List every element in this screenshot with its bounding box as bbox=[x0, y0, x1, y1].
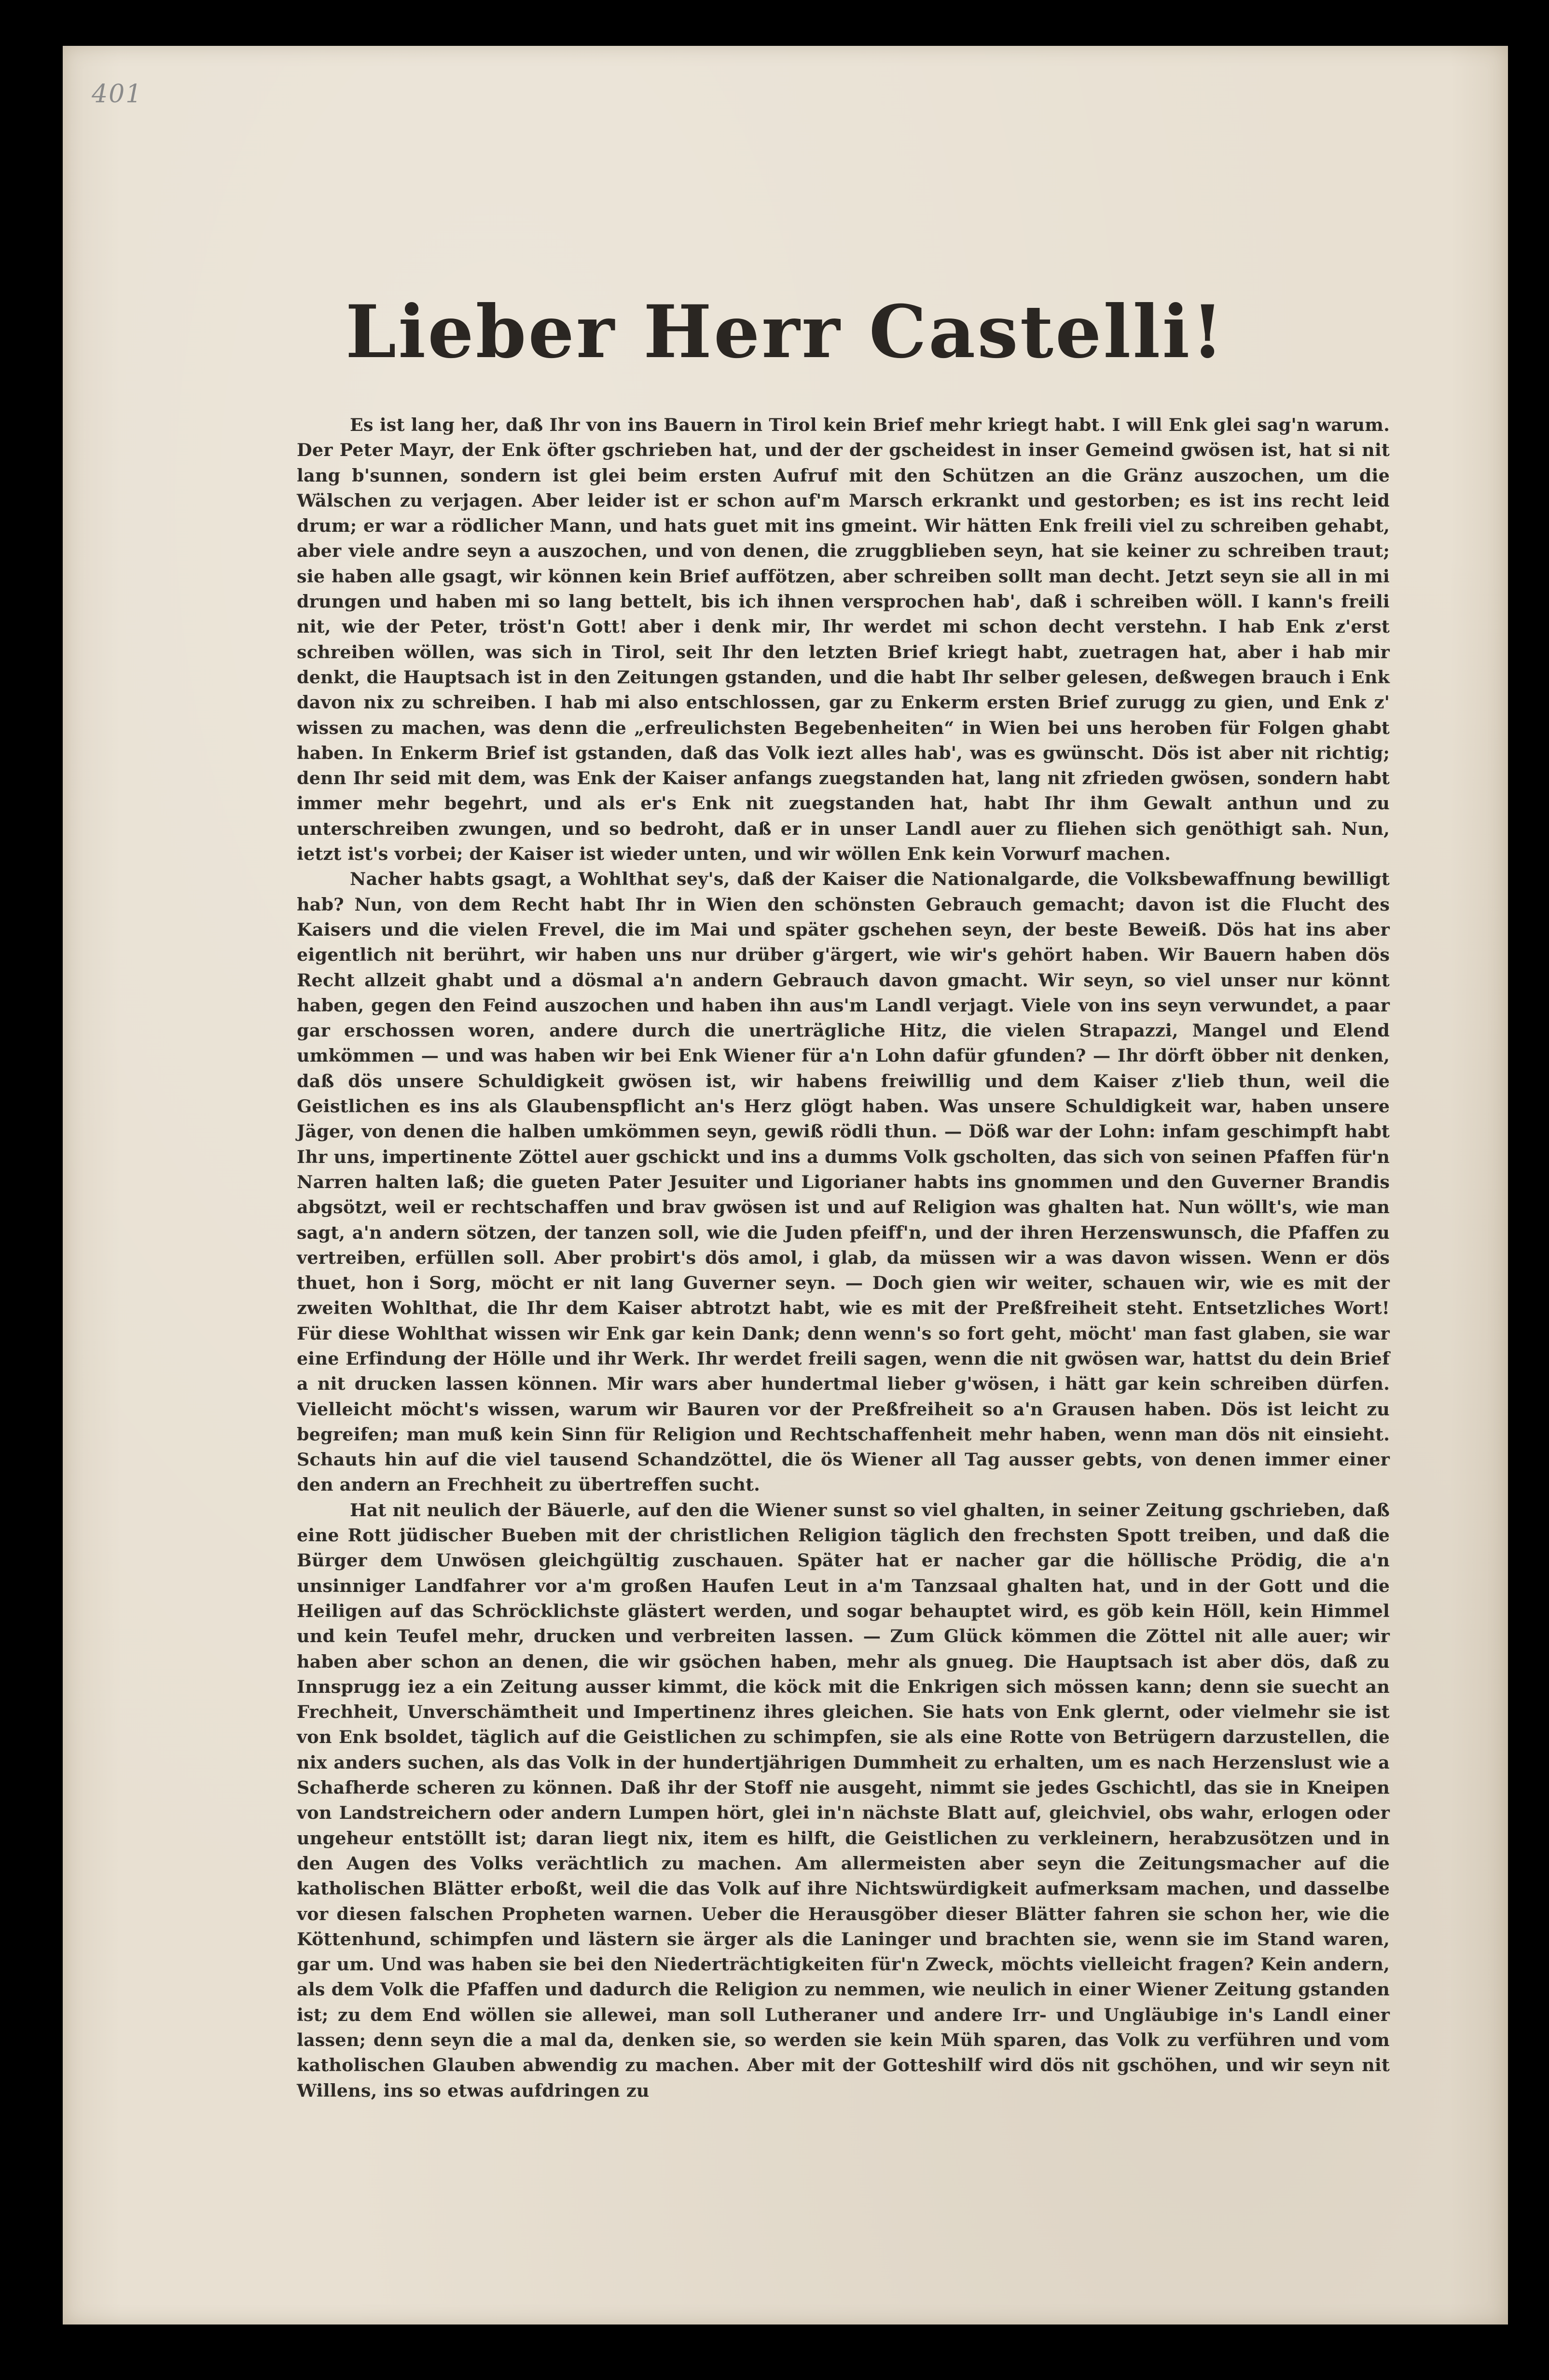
letter-title: Lieber Herr Castelli! bbox=[345, 290, 1226, 374]
paragraph-2: Nacher habts gsagt, a Wohlthat sey's, daß der Kaiser die Nationalgarde, die Volksbewaffnung bewilligt hab? Nun, von dem Recht habt Ihr in Wien den schönsten Gebrauch gemacht; davon ist die Flucht des Kaisers und die vielen Frevel, die im Mai und später gschehen seyn, der beste Beweiß. Dös hat ins aber eigentlich nit berührt, wir haben uns nur drüber g'ärgert, wie wir's gehört haben. Wir Bauern haben dös Recht allzeit ghabt und a dösmal a'n andern Gebrauch davon gmacht. Wir seyn, so viel unser nur könnt haben, gegen den Feind auszochen und haben ihn aus'm Landl verjagt. Viele von ins seyn verwundet, a paar gar erschossen woren, andere durch die unerträgliche Hitz, die vielen Strapazzi, Mangel und Elend umkömmen — und was haben wir bei Enk Wiener für a'n Lohn dafür gfunden? — Ihr dörft öbber nit denken, daß dös unsere Schuldigkeit gwösen ist, wir habens freiwillig und dem Kaiser z'lieb thun, weil die Geistlichen es ins als Glaubenspflicht an's Herz glögt haben. Was unsere Schuldigkeit war, haben unsere Jäger, von denen die halben umkömmen seyn, gewiß rödli thun. — Döß war der Lohn: infam geschimpft habt Ihr uns, impertinente Zöttel auer gschickt und ins a dumms Volk gscholten, das sich von seinen Pfaffen für'n Narren halten laß; die gueten Pater Jesuiter und Ligorianer habts ins gnommen und den Guverner Brandis abgsötzt, weil er rechtschaffen und brav gwösen ist und auf Religion was ghalten hat. Nun wöllt's, wie man sagt, a'n andern sötzen, der tanzen soll, wie die Juden pfeiff'n, und der ihren Herzenswunsch, die Pfaffen zu vertreiben, erfüllen soll. Aber probirt's dös amol, i glab, da müssen wir a was davon wissen. Wenn er dös thuet, hon i Sorg, möcht er nit lang Guverner seyn. — Doch gien wir weiter, schauen wir, wie es mit der zweiten Wohlthat, die Ihr dem Kaiser abtrotzt habt, wie es mit der Preßfreiheit steht. Entsetzliches Wort! Für diese Wohlthat wissen wir Enk gar kein Dank; denn wenn's so fort geht, möcht' man fast glaben, sie war eine Erfindung der Hölle und ihr Werk. Ihr werdet freili sagen, wenn die nit gwösen war, hattst du dein Brief a nit drucken lassen können. Mir wars aber hundertmal lieber g'wösen, i hätt gar kein schreiben dürfen. Vielleicht möcht's wissen, warum wir Bauren vor der Preßfreiheit so a'n Grausen haben. Dös ist leicht zu begreifen; man muß kein Sinn für Religion und Rechtschaffenheit mehr haben, wenn man dös nit einsieht. Schauts hin auf die viel tausend Schandzöttel, die ös Wiener all Tag ausser gebts, von denen immer einer den andern an Frechheit zu übertreffen sucht. bbox=[297, 869, 1390, 1495]
pencil-note: 401 bbox=[92, 80, 143, 109]
paper-sheet bbox=[63, 46, 1508, 2325]
paragraph-3: Hat nit neulich der Bäuerle, auf den die Wiener sunst so viel ghalten, in seiner Zeitung gschrieben, daß eine Rott jüdischer Bueben mit der christlichen Religion täglich den frechsten Spott treiben, und daß die Bürger dem Unwösen gleichgültig zuschauen. Später hat er nacher gar die höllische Prödig, die a'n unsinniger Landfahrer vor a'm großen Haufen Leut in a'm Tanzsaal ghalten hat, und in der Gott und die Heiligen auf das Schröcklichste glästert werden, und sogar behauptet wird, es göb kein Höll, kein Himmel und kein Teufel mehr, drucken und verbreiten lassen. — Zum Glück kömmen die Zöttel nit alle auer; wir haben aber schon an denen, die wir gsöchen haben, mehr als gnueg. Die Hauptsach ist aber dös, daß zu Innsprugg iez a ein Zeitung ausser kimmt, die köck mit die Enkrigen sich mössen kann; denn sie suecht an Frechheit, Unverschämtheit und Impertinenz ihres gleichen. Sie hats von Enk glernt, oder vielmehr sie ist von Enk bsoldet, täglich auf die Geistlichen zu schimpfen, sie als eine Rotte von Betrügern darzustellen, die nix anders suchen, als das Volk in der hundertjährigen Dummheit zu erhalten, um es nach Herzenslust wie a Schafherde scheren zu können. Daß ihr der Stoff nie ausgeht, nimmt sie jedes Gschichtl, das sie in Kneipen von Landstreichern oder andern Lumpen hört, glei in'n nächste Blatt auf, gleichviel, obs wahr, erlogen oder ungeheur entstöllt ist; daran liegt nix, item es hilft, die Geistlichen zu verkleinern, herabzusötzen und in den Augen des Volks verächtlich zu machen. Am allermeisten aber seyn die Zeitungsmacher auf die katholischen Blätter erboßt, weil die das Volk auf ihre Nichtswürdigkeit aufmerksam machen, und dasselbe vor diesen falschen Propheten warnen. Ueber die Herausgöber dieser Blätter fahren sie schon her, wie die Köttenhund, schimpfen und lästern sie ärger als die Laninger und brachten sie, wenn sie im Stand waren, gar um. Und was haben sie bei den Niederträchtigkeiten für'n Zweck, möchts vielleicht fragen? Kein andern, als dem Volk die Pfaffen und dadurch die Religion zu nemmen, wie neulich in einer Wiener Zeitung gstanden ist; zu dem End wöllen sie allewei, man soll Lutheraner und andere Irr- und Ungläubige in's Landl einer lassen; denn seyn die a mal da, denken sie, so werden sie kein Müh sparen, das Volk zu verführen und vom katholischen Glauben abwendig zu machen. Aber mit der Gotteshilf wird dös nit gschöhen, und wir seyn nit Willens, ins so etwas aufdringen zu bbox=[297, 1499, 1390, 2101]
paragraph-1: Es ist lang her, daß Ihr von ins Bauern in Tirol kein Brief mehr kriegt habt. I will Enk glei sag'n warum. Der Peter Mayr, der Enk öfter gschrieben hat, und der der gscheidest in inser Gemeind gwösen ist, hat si nit lang b'sunnen, sondern ist glei beim ersten Aufruf mit den Schützen an die Gränz auszochen, um die Wälschen zu verjagen. Aber leider ist er schon auf'm Marsch erkrankt und gestorben; es ist ins recht leid drum; er war a rödlicher Mann, und hats guet mit ins gmeint. Wir hätten Enk freili viel zu schreiben gehabt, aber viele andre seyn a auszochen, und von denen, die zruggblieben seyn, hat sie keiner zu schreiben traut; sie haben alle gsagt, wir können kein Brief auffötzen, aber schreiben sollt man decht. Jetzt seyn sie all in mi drungen und haben mi so lang bettelt, bis ich ihnen versprochen hab', daß i schreiben wöll. I kann's freili nit, wie der Peter, tröst'n Gott! aber i denk mir, Ihr werdet mi schon decht verstehn. I hab Enk z'erst schreiben wöllen, was sich in Tirol, seit Ihr den letzten Brief kriegt habt, zuetragen hat, aber i hab mir denkt, die Hauptsach ist in den Zeitungen gstanden, und die habt Ihr selber gelesen, deßwegen brauch i Enk davon nix zu schreiben. I hab mi also entschlossen, gar zu Enkerm ersten Brief zurugg zu gien, und Enk z' wissen zu machen, was denn die „erfreulichsten Begebenheiten“ in Wien bei uns heroben für Folgen ghabt haben. In Enkerm Brief ist gstanden, daß das Volk iezt alles hab', was es gwünscht. Dös ist aber nit richtig; denn Ihr seid mit dem, was Enk der Kaiser anfangs zuegstanden hat, lang nit zfrieden gwösen, sondern habt immer mehr begehrt, und als er's Enk nit zuegstanden hat, habt Ihr ihm Gewalt anthun und zu unterschreiben zwungen, und so bedroht, daß er in unser Landl auer zu fliehen sich genöthigt sah. Nun, ietzt ist's vorbei; der Kaiser ist wieder unten, und wir wöllen Enk kein Vorwurf machen. bbox=[297, 415, 1390, 865]
letter-body bbox=[297, 413, 1390, 2103]
